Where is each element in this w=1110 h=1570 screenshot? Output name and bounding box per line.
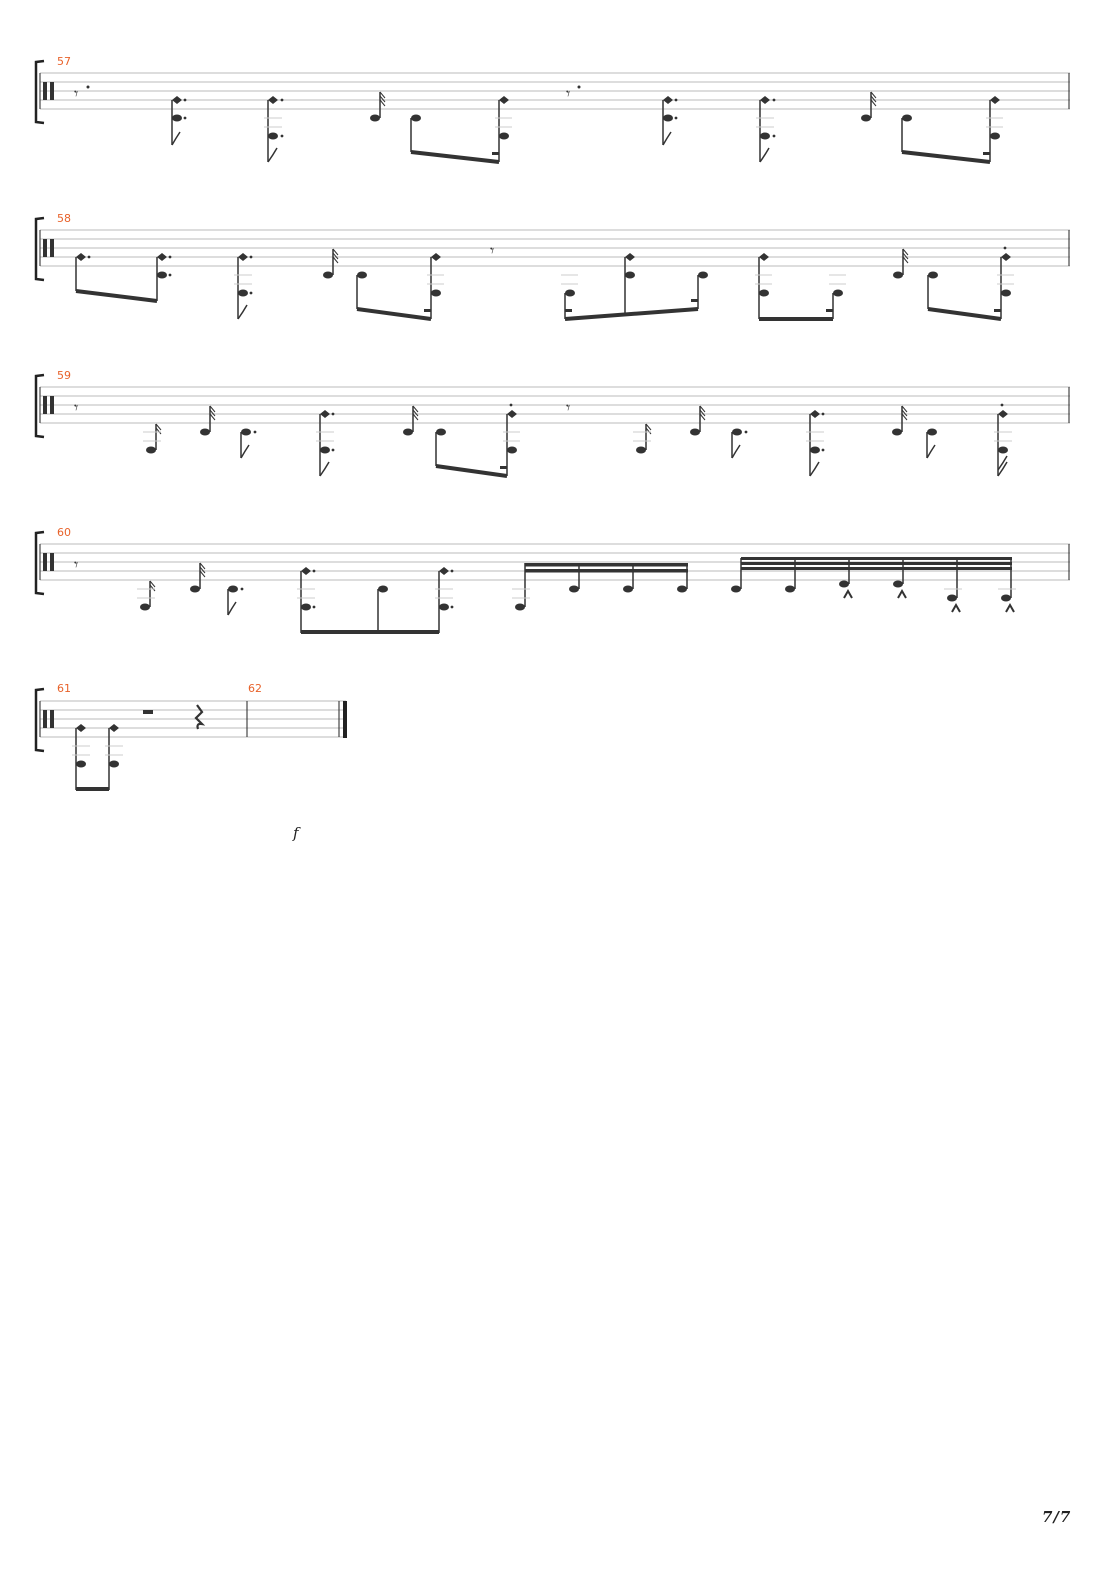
svg-text:𝄾: 𝄾 <box>74 555 79 574</box>
measure-number: 57 <box>57 55 71 68</box>
page-number: 7/7 <box>1042 1508 1072 1526</box>
system-2 <box>36 212 1070 319</box>
svg-text:𝄾: 𝄾 <box>566 398 571 417</box>
measure-number: 61 <box>57 682 71 695</box>
dynamic-marking: f <box>293 824 299 842</box>
measure-number: 58 <box>57 212 71 225</box>
svg-text:𝄾: 𝄾 <box>490 241 495 260</box>
system-1 <box>36 55 1070 162</box>
svg-text:𝄾: 𝄾 <box>74 398 79 417</box>
svg-text:𝄾: 𝄾 <box>74 84 79 103</box>
system-4 <box>36 526 1070 633</box>
system-3 <box>36 369 1070 476</box>
svg-text:𝄾: 𝄾 <box>566 84 571 103</box>
measure-number: 62 <box>248 682 262 695</box>
system-5 <box>36 682 347 790</box>
measure-number: 59 <box>57 369 71 382</box>
measure-number: 60 <box>57 526 71 539</box>
